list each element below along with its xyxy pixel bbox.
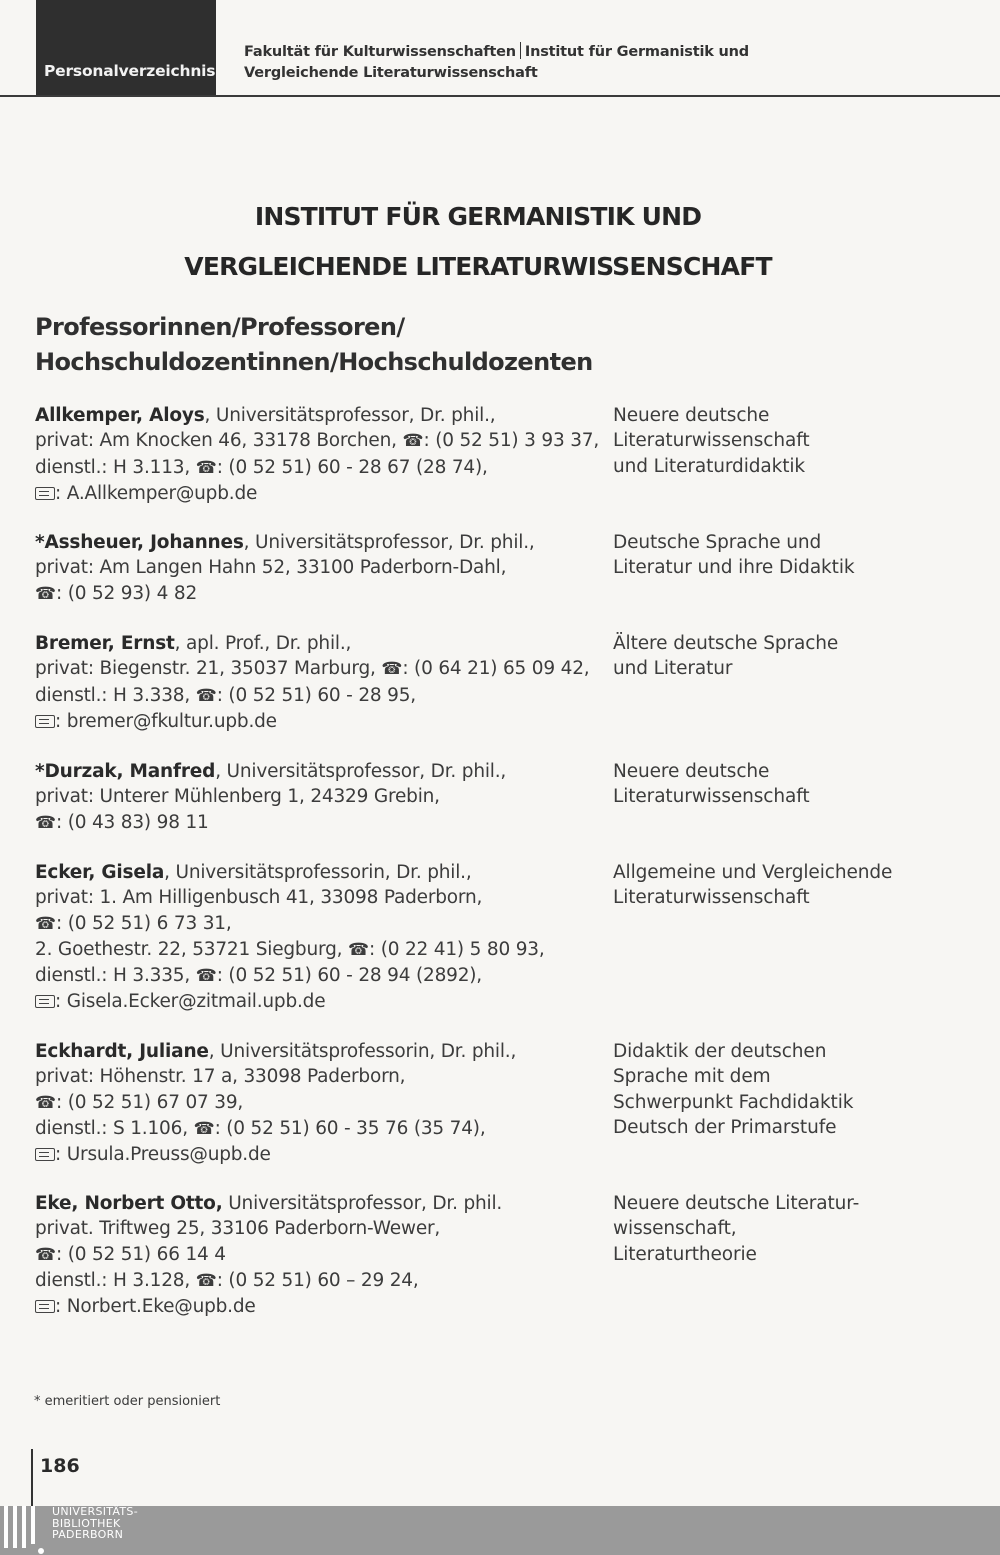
header-tab-label: Personalverzeichnis bbox=[44, 62, 216, 80]
subject-line: Literatur und ihre Didaktik bbox=[613, 557, 855, 579]
entry-name: Eke, Norbert Otto, bbox=[35, 1193, 223, 1214]
phone-icon: ☎ bbox=[35, 1092, 56, 1113]
phone-icon: ☎ bbox=[348, 939, 369, 960]
entry-title: , Universitätsprofessor, Dr. phil., bbox=[243, 532, 535, 553]
entry-name: *Durzak, Manfred bbox=[35, 761, 216, 782]
email-icon bbox=[35, 1300, 55, 1313]
header-rule bbox=[0, 95, 1000, 97]
header-tab bbox=[36, 0, 216, 95]
entry-name: Allkemper, Aloys bbox=[35, 405, 205, 426]
entry-subject bbox=[613, 403, 953, 479]
entry-office-phone: : (0 52 51) 60 - 28 94 (2892), bbox=[216, 965, 482, 987]
subject-line: Literaturtheorie bbox=[613, 1243, 757, 1265]
entry-subject bbox=[613, 631, 953, 682]
entry-office: dienstl.: S 1.106, bbox=[35, 1117, 194, 1139]
subject-line: Sprache mit dem bbox=[613, 1066, 771, 1088]
library-line2: BIBLIOTHEK bbox=[52, 1516, 121, 1530]
phone-icon: ☎ bbox=[195, 457, 217, 478]
entry-details bbox=[35, 403, 605, 506]
entry-email: : A.Allkemper@upb.de bbox=[55, 482, 258, 504]
library-line3: PADERBORN bbox=[52, 1528, 124, 1541]
library-name bbox=[52, 1506, 138, 1541]
page-number-rule bbox=[31, 1449, 33, 1507]
entry-details bbox=[35, 631, 605, 734]
email-icon bbox=[35, 1148, 55, 1161]
header-institute-line2: Vergleichende Literaturwissenschaft bbox=[244, 65, 538, 81]
subject-line: Literaturwissenschaft bbox=[613, 430, 810, 452]
page-number: 186 bbox=[40, 1455, 80, 1477]
entry-name: Eckhardt, Juliane bbox=[35, 1041, 209, 1062]
entry-title: , Universitätsprofessor, Dr. phil., bbox=[215, 761, 507, 782]
entry-private-phone: : (0 64 21) 65 09 42, bbox=[402, 658, 590, 680]
entry-details bbox=[35, 1039, 605, 1167]
library-line1: UNIVERSITÄTS- bbox=[52, 1505, 138, 1518]
phone-icon: ☎ bbox=[381, 659, 403, 680]
entry-email: : Ursula.Preuss@upb.de bbox=[55, 1144, 271, 1166]
subject-line: Deutsch der Primarstufe bbox=[613, 1116, 837, 1138]
footnote: * emeritiert oder pensioniert bbox=[34, 1394, 221, 1409]
entry-office-phone: : (0 52 51) 60 - 28 67 (28 74), bbox=[216, 456, 488, 478]
subject-line: Neuere deutsche bbox=[613, 405, 770, 426]
entry-private-address: privat: Am Knocken 46, 33178 Borchen, bbox=[35, 430, 403, 452]
entry-email: : Norbert.Eke@upb.de bbox=[55, 1296, 256, 1318]
entry-private-phone: : (0 52 51) 66 14 4 bbox=[55, 1243, 226, 1265]
entry-subject bbox=[613, 1039, 953, 1140]
header-separator bbox=[520, 42, 521, 59]
phone-icon: ☎ bbox=[402, 431, 424, 452]
entry-subject bbox=[613, 759, 953, 810]
subject-line: wissenschaft, bbox=[613, 1218, 737, 1240]
entry-office-phone: : (0 52 51) 60 - 28 95, bbox=[216, 684, 416, 706]
entry-name: *Assheuer, Johannes bbox=[35, 532, 244, 553]
entry-private-phone: : (0 52 51) 6 73 31, bbox=[55, 912, 232, 934]
phone-icon: ☎ bbox=[35, 583, 56, 604]
email-icon bbox=[35, 715, 55, 728]
phone-icon: ☎ bbox=[195, 685, 217, 706]
entry-private-address: privat: Höhenstr. 17 a, 33098 Paderborn, bbox=[35, 1066, 406, 1088]
subject-line: und Literaturdidaktik bbox=[613, 455, 806, 477]
entry-private-address: privat: Biegenstr. 21, 35037 Marburg, bbox=[35, 658, 382, 680]
phone-icon: ☎ bbox=[35, 812, 56, 833]
entry-private-address: privat. Triftweg 25, 33106 Paderborn-Wewer, bbox=[35, 1218, 441, 1240]
email-icon bbox=[35, 995, 55, 1008]
entry-name: Ecker, Gisela bbox=[35, 862, 165, 883]
entry-title: , Universitätsprofessorin, Dr. phil., bbox=[208, 1041, 517, 1062]
phone-icon: ☎ bbox=[193, 1118, 215, 1139]
subject-line: und Literatur bbox=[613, 658, 733, 680]
entry-title: Universitätsprofessor, Dr. phil. bbox=[222, 1193, 503, 1214]
email-icon bbox=[35, 487, 55, 500]
subject-line: Neuere deutsche bbox=[613, 761, 770, 782]
subject-line: Allgemeine und Vergleichende bbox=[613, 862, 893, 883]
entry-email: : bremer@fkultur.upb.de bbox=[55, 710, 277, 732]
entry-private-phone: : (0 52 51) 67 07 39, bbox=[55, 1091, 244, 1113]
entry-office-phone: : (0 52 51) 60 - 35 76 (35 74), bbox=[214, 1117, 486, 1139]
entry-subject bbox=[613, 1191, 953, 1267]
section-line1: Professorinnen/Professoren/ bbox=[35, 313, 405, 341]
section-line2: Hochschuldozentinnen/Hochschuldozenten bbox=[35, 348, 593, 376]
entry-office: dienstl.: H 3.128, bbox=[35, 1269, 196, 1291]
subject-line: Neuere deutsche Literatur- bbox=[613, 1193, 860, 1214]
entry-office: dienstl.: H 3.335, bbox=[35, 965, 196, 987]
entry-private-phone: : (0 52 93) 4 82 bbox=[55, 582, 198, 604]
entry-subject bbox=[613, 860, 953, 911]
subject-line: Deutsche Sprache und bbox=[613, 532, 822, 553]
entry-details bbox=[35, 759, 605, 836]
entry-title: , apl. Prof., Dr. phil., bbox=[174, 633, 352, 654]
phone-icon: ☎ bbox=[195, 1270, 217, 1291]
header-faculty: Fakultät für Kulturwissenschaften bbox=[244, 44, 516, 60]
phone-icon: ☎ bbox=[35, 913, 56, 934]
subject-line: Ältere deutsche Sprache bbox=[613, 633, 839, 654]
entry-private-phone: : (0 43 83) 98 11 bbox=[55, 811, 209, 833]
title-line1: INSTITUT FÜR GERMANISTIK UND bbox=[254, 202, 702, 231]
running-header bbox=[244, 42, 749, 84]
subject-line: Schwerpunkt Fachdidaktik bbox=[613, 1091, 854, 1113]
entry-email: : Gisela.Ecker@zitmail.upb.de bbox=[55, 991, 326, 1013]
section-heading bbox=[35, 310, 593, 380]
entry-details bbox=[35, 530, 605, 607]
entry-subject bbox=[613, 530, 953, 581]
entry-office: dienstl.: H 3.338, bbox=[35, 684, 196, 706]
phone-icon: ☎ bbox=[35, 1244, 56, 1265]
title-line2: VERGLEICHENDE LITERATURWISSENSCHAFT bbox=[184, 252, 772, 281]
page-title bbox=[0, 192, 956, 292]
entry-details bbox=[35, 1191, 605, 1319]
entry-name: Bremer, Ernst bbox=[35, 633, 175, 654]
entry-private-address: privat: Am Langen Hahn 52, 33100 Paderborn-Dahl, bbox=[35, 557, 507, 579]
entry-private-address: privat: 1. Am Hilligenbusch 41, 33098 Paderborn, bbox=[35, 887, 483, 909]
entry-title: , Universitätsprofessorin, Dr. phil., bbox=[164, 862, 472, 883]
entry-second-phone: : (0 22 41) 5 80 93, bbox=[368, 938, 545, 960]
entry-private-address: privat: Unterer Mühlenberg 1, 24329 Grebin, bbox=[35, 786, 440, 808]
entry-private-phone: : (0 52 51) 3 93 37, bbox=[423, 430, 600, 452]
subject-line: Literaturwissenschaft bbox=[613, 887, 810, 909]
entry-office: dienstl.: H 3.113, bbox=[35, 456, 196, 478]
subject-line: Didaktik der deutschen bbox=[613, 1041, 827, 1062]
library-watermark-bar bbox=[0, 1506, 1000, 1555]
entry-title: , Universitätsprofessor, Dr. phil., bbox=[204, 405, 496, 426]
entry-office-phone: : (0 52 51) 60 – 29 24, bbox=[216, 1269, 419, 1291]
entry-details bbox=[35, 860, 605, 1015]
entry-second-address: 2. Goethestr. 22, 53721 Siegburg, bbox=[35, 938, 348, 960]
phone-icon: ☎ bbox=[195, 966, 217, 987]
header-institute-line1: Institut für Germanistik und bbox=[524, 44, 749, 60]
subject-line: Literaturwissenschaft bbox=[613, 786, 810, 808]
